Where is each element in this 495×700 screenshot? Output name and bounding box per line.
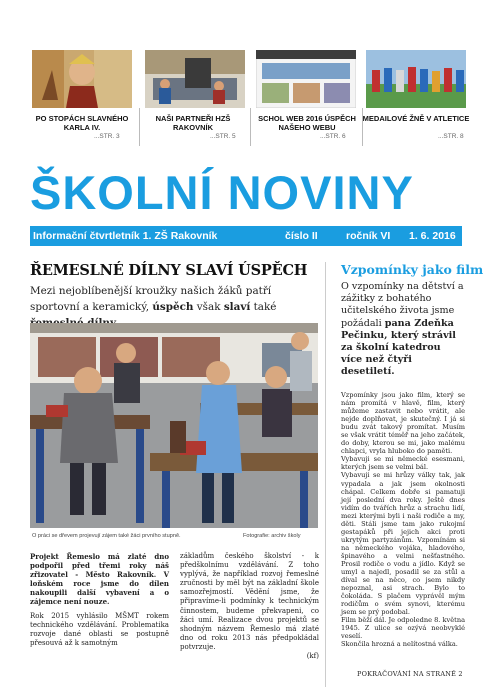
teaser-page-3: ...STR. 6 (320, 133, 346, 140)
teaser-caption-1: PO STOPÁCH SLAVNÉHO KARLA IV. (35, 114, 129, 132)
workshop-photo (30, 323, 318, 528)
side-article-body: Vzpomínky jsou jako film, který se nám promítá v hlavě, film, který můžeme zastavit nebo vrátit, ale nejde doplňovat, je skutečný. I já si budu zvát takový promítat. Musím se však vrátit téměř na jeho začátek, do doby, kterou se mi, jako malému chlapci, vryla hluboko do paměti. Vybavuji se mi německé esesmani, kterých jsem se velmi bál. Vybavuji se mi hrůzy války tak, jak vypadala a jak jsem okolnosti chápal. Celkem dobře si pamatuji její poslední dva roky. Ještě dnes vidím do tvářích hrůz a strachu lidí, mezi kterými byli i naši rodiče a my, děti. Stáli jsme tam jako rukojmí gestapáků při jejich akci proti ukrytým partyzánům. Vzpomínám si na německého vojáka, hladového, špinavého a velmi nešťastného. Prosil rodiče o vodu a jídlo. Když se umyl a najedl, posadil se za stůl a díval se na něco, co jsem nikdy nepoznal, asi strach. Bylo to čokoláda. S plačem vyprávěl mým rodičům o svém synovi, kterému jsem se prý podobal. Film běží dál. Je odpoledne 8. května 1945. Z ulice se ozývá neobvyklé veselí. Skončila hrozná a nelítostná válka. (341, 391, 465, 649)
main-lead: Mezi nejoblíbenější kroužky našich žáků patří sportovní a keramický, úspěch však slaví také (30, 285, 277, 313)
teaser-page-2: ...STR. 5 (210, 133, 236, 140)
author-signature: (kf) (306, 652, 319, 661)
teaser-caption-3: SCHOL WEB 2016 ÚSPĚCH NAŠEHO WEBU (258, 114, 356, 132)
issue-date: 1. 6. 2016 (409, 230, 456, 242)
teaser-image-karel (32, 50, 132, 108)
teaser-image-athletics (366, 50, 466, 108)
main-article-column-1: Projekt Řemeslo má zlaté dno podpořil před třemi roky náš zřizovatel - Město Rakovník. V loňském roce jsme do dílen nakoupili další vybavení a o zájemce není nouze. Rok 2015 vyhlásilo MŠMT rokem technického vzdělávání. Problematika rozvoje dané oblasti se postupně přesouvá až k samotným (30, 552, 169, 647)
main-article-column-2: základům českého školství - k předškolnímu vzdělávání. Z toho vyplývá, že například rozvoj řemeslné zručnosti by měl být na základní škole samozřejmostí. Vědění jsme, že připravíme-li podmínky k technickým činnostem, budeme překvapeni, co žáci umí. Realizace dvou projektů se shodným názvem Řemeslo má zlaté dno od roku 2013 nás předpokládal potvrzuje. (kf) (180, 552, 319, 661)
column-divider (325, 262, 326, 687)
main-headline: ŘEMESLNÉ DÍLNY SLAVÍ ÚSPĚCH (30, 262, 308, 279)
teaser-caption-2: NAŠI PARTNEŘI HZŠ RAKOVNÍK (155, 114, 231, 132)
masthead-info-band (30, 226, 462, 246)
photo-credit: Fotografie: archiv školy (243, 533, 301, 539)
teaser-image-web (256, 50, 356, 108)
teaser-page-4: ...STR. 8 (438, 133, 464, 140)
teaser-image-hzs (145, 50, 245, 108)
teaser-caption-4: MEDAILOVÉ ŽNĚ V ATLETICE (362, 114, 470, 123)
photo-caption: O práci se dřevem projevují zájem také žáci prvního stupně. (32, 533, 181, 539)
volume-number: ročník VI (346, 230, 391, 242)
newspaper-title: ŠKOLNÍ NOVINY (30, 166, 414, 219)
continued-link[interactable]: POKRAČOVÁNÍ NA STRANĚ 2 (357, 670, 463, 678)
masthead-subtitle: Informační čtvrtletník 1. ZŠ Rakovník (33, 230, 218, 242)
side-article-title: Vzpomínky jako film (341, 262, 484, 277)
side-article-lead: O vzpomínky na dětství a zážitky z bohatého učitelského života jsme požádali pana Zdeňka Pečinku, který strávil za školní katedrou více než čtyři desetiletí. (341, 281, 464, 378)
issue-number: číslo II (285, 230, 318, 242)
teaser-page-1: ...STR. 3 (94, 133, 120, 140)
